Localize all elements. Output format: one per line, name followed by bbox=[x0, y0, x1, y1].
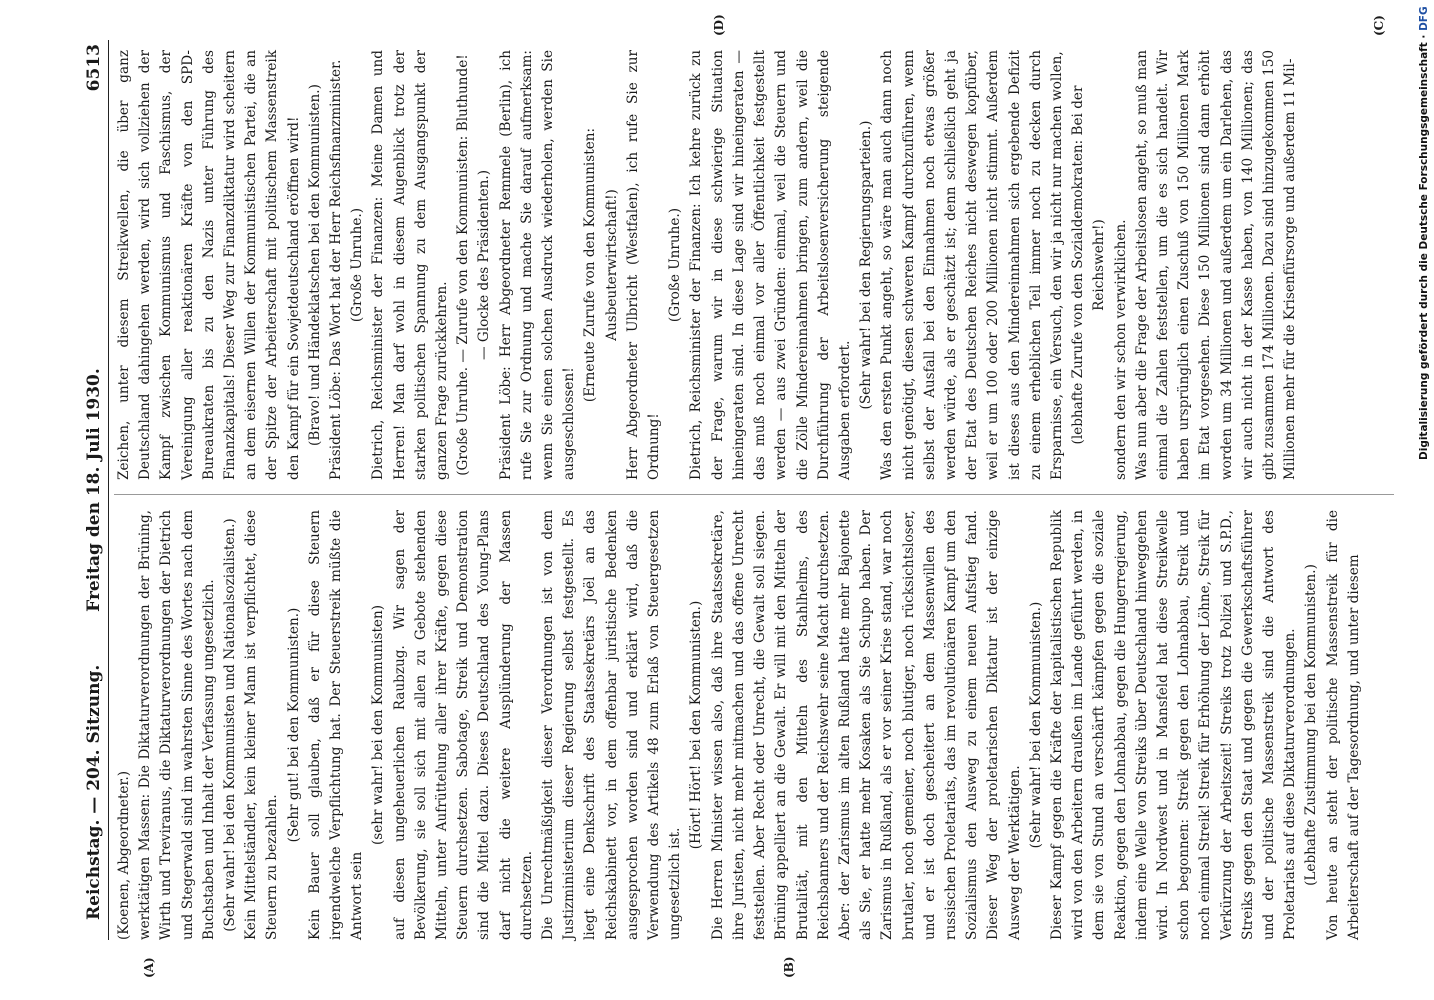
left-column bbox=[114, 510, 1394, 940]
margin-mark-c: (C) bbox=[1372, 15, 1386, 36]
left-paragraph: Die Unrechtmäßigkeit dieser Verordnungen ist von dem Justizministerium dieser Regierung selbst festgestellt. Es liegt eine Denkschrift des Staatssekretärs Joël an das Reichskabinett vor, in dem offenbar juristische Bedenken ausgesprochen worden sind und erklärt wird, daß die Verwendung des Artikels 48 zum Erlaß von Steuergesetzen ungesetzlich ist. bbox=[540, 510, 684, 940]
left-paragraph: auf diesen ungeheuerlichen Raubzug. Wir sagen der Bevölkerung, sie soll sich mit allen zu Gebote stehenden Mitteln, unter Aufrüttelung aller ihrer Kräfte, gegen diese Steuern durchsetzen. Sabotage, Streik und Demonstration sind die Mittel dazu. Dieses Deutschland des Young-Plans darf nicht die weitere Ausplünderung der Massen durchsetzen. bbox=[391, 510, 535, 940]
right-interjection: (Große Unruhe. — Zurufe von den Kommunisten: Bluthunde! — Glocke des Präsidenten.) bbox=[455, 54, 493, 476]
right-paragraph: Herr Abgeordneter Ulbricht (Westfalen), ich rufe Sie zur Ordnung! bbox=[624, 50, 663, 480]
right-paragraph: Präsident Löbe: Das Wort hat der Herr Reichsfinanzminister. bbox=[328, 59, 345, 480]
left-interjection: (sehr wahr! bei den Kommunisten) bbox=[370, 604, 387, 846]
right-paragraph: Zeichen, unter diesem Streikwellen, die über ganz Deutschland dahingehen werden, wird sich vollziehen der Kampf zwischen Kommunismus und Faschismus, der Vereinigung aller reaktionären Kräfte von den SPD-Bureaukraten bis zu den Nazis unter Führung des Finanzkapitals! Dieser Weg zur Finanzdiktatur wird scheitern an dem eisernen Willen der Kommunistischen Partei, die an der Spitze der Arbeiterschaft mit politischem Massenstreik den Kampf für ein Sowjetdeutschland eröffnen wird! bbox=[116, 50, 302, 480]
right-column bbox=[114, 50, 1394, 480]
right-paragraph: Dietrich, Reichsminister der Finanzen: Meine Damen und Herren! Man darf wohl in diesem Augenblick trotz der starken politischen Spannung zu dem Ausgangspunkt der ganzen Frage zurückkehren. bbox=[370, 50, 451, 480]
rotated-page bbox=[82, 14, 1412, 978]
right-interjection: (lebhafte Zurufe von den Sozialdemokraten: Bei der Reichswehr!) bbox=[1070, 85, 1108, 445]
margin-mark-a: (A) bbox=[142, 957, 156, 978]
left-paragraph: werktätigen Massen: Die Diktaturverordnungen der Brüning, Wirth und Treviranus, die Diktaturverordnungen der Dietrich und Stegerwald sind im wahrsten Sinne des Wortes nach dem Buchstaben und Inhalt der Verfassung ungesetzlich. bbox=[137, 510, 217, 940]
left-interjection: (Sehr wahr! bei den Kommunisten.) bbox=[1027, 601, 1044, 849]
left-interjection: (Hört! Hört! bei den Kommunisten.) bbox=[688, 600, 705, 850]
right-paragraph: Dietrich, Reichsminister der Finanzen: Ich kehre zurück zu der Frage, warum wir in diese schwierige Situation hineingeraten sind. In diese Lage sind wir hineingeraten — das muß noch einmal vor aller Öffentlichkeit festgestellt werden — aus zwei Gründen: einmal, weil die Steuern und die Zölle Mindereinnahmen bringen, zum andern, weil die Durchführung der Arbeitslosenversicherung steigende Ausgaben erfordert. bbox=[688, 50, 853, 480]
margin-mark-d: (D) bbox=[712, 14, 726, 36]
left-paragraph: (Koenen, Abgeordneter.) bbox=[116, 770, 132, 940]
header-date: Freitag den 18. Juli 1930. bbox=[84, 368, 104, 612]
column-divider bbox=[114, 494, 1394, 495]
right-interjection: (Bravo! und Händeklatschen bei den Kommunisten.) bbox=[306, 84, 323, 446]
header-session: Reichstag. — 204. Sitzung. bbox=[84, 664, 104, 920]
dfg-digitization-stamp bbox=[1418, 6, 1434, 994]
right-paragraph: sondern den wir schon verwirklichen. bbox=[1112, 219, 1129, 480]
right-paragraph: Was nun aber die Frage der Arbeitslosen angeht, so muß man einmal die Zahlen feststellen, um die es sich handelt. Wir haben ursprünglich einen Zuschuß von 150 Millionen Mark im Etat vorgesehen. Diese 150 Millionen sind dann erhöht worden um 34 Millionen und außerdem um ein Darlehen, das wir auch nicht in der Kasse haben, von 140 Millionen; das gibt zusammen 174 Millionen. Dazu sind hinzugekommen 150 Millionen mehr für die Krisenfürsorge und außerdem 11 Mil- bbox=[1133, 50, 1299, 480]
page-header bbox=[82, 40, 109, 940]
left-paragraph: Von heute an steht der politische Massenstreik für die Arbeiterschaft auf der Tagesordnung, und unter diesem bbox=[1324, 510, 1362, 940]
stamp-text: Digitalisierung gefördert durch die Deutsche Forschungsgemeinschaft · bbox=[1418, 30, 1430, 460]
right-interjection: (Erneute Zurufe von den Kommunisten: Ausbeuterwirtschaft!) bbox=[582, 127, 620, 403]
left-interjection: (Sehr wahr! bei den Kommunisten und Nationalsozialisten.) bbox=[222, 518, 239, 932]
right-paragraph: Präsident Löbe: Herr Abgeordneter Remmele (Berlin), ich rufe Sie zur Ordnung und mache Sie darauf aufmerksam: wenn Sie einen solchen Ausdruck wiederholen, werden Sie ausgeschlossen! bbox=[497, 50, 578, 480]
left-paragraph: Kein Bauer soll glauben, daß er für diese Steuern irgendwelche Verpflichtung hat. Der Steuerstreik müßte die Antwort sein bbox=[306, 510, 366, 940]
right-interjection: (Große Unruhe.) bbox=[667, 207, 684, 323]
right-paragraph: Was den ersten Punkt angeht, so wäre man auch dann noch nicht genötigt, diesen schweren Kampf durchzuführen, wenn selbst der Ausfall bei den Einnahmen noch etwas größer werden würde, als er geschätzt ist; denn schließlich geht ja der Etat des Deutschen Reiches nicht deswegen kopfüber, weil er um 100 oder 200 Millionen nicht stimmt. Außerdem ist dieses aus den Mindereinnahmen sich ergebende Defizit zu einem erheblichen Teil immer noch zu decken durch Ersparnisse, ein Versuch, den wir ja nicht nur machen wollen, bbox=[879, 50, 1065, 480]
left-paragraph: Kein Mittelständler, kein kleiner Mann ist verpflichtet, diese Steuern zu bezahlen. bbox=[243, 510, 281, 940]
left-interjection: (Sehr gut! bei den Kommunisten.) bbox=[285, 607, 302, 843]
left-interjection: (Lebhafte Zustimmung bei den Kommunisten.) bbox=[1303, 564, 1320, 886]
right-interjection: (Sehr wahr! bei den Regierungsparteien.) bbox=[858, 120, 875, 410]
left-paragraph: Dieser Kampf gegen die Kräfte der kapitalistischen Republik wird von den Arbeitern draußen im Lande geführt werden, in dem sie von Stund an verschärft kämpfen gegen die soziale Reaktion, gegen den Lohnabbau, gegen die Hungerregierung, indem eine Welle von Streiks über Deutschland hinweggehen wird. In Nordwest und in Mansfeld hat diese Streikwelle schon begonnen: Streik gegen den Lohnabbau, Streik und noch einmal Streik! Streik für Erhöhung der Löhne, Streik für Verkürzung der Arbeitszeit! Streiks trotz Polizei und S.P.D., Streiks gegen den Staat und gegen die Gewerkschaftsführer und der politische Massenstreik sind die Antwort des Proletariats auf diese Diktaturverordnungen. bbox=[1048, 510, 1299, 940]
page-number: 6513 bbox=[84, 44, 104, 92]
left-paragraph: Die Herren Minister wissen also, daß ihre Staatssekretäre, ihre Juristen, nicht mehr mitmachen und das offene Unrecht feststellen. Aber Recht oder Unrecht, die Gewalt soll siegen. Brüning appelliert an die Gewalt. Er will mit den Mitteln der Brutalität, mit den Mitteln des Stahlhelms, des Reichsbanners und der Reichswehr seine Macht durchsetzen. Aber: der Zarismus im alten Rußland hatte mehr Bajonette als Sie, er hatte mehr Kosaken als Sie Schupo haben. Der Zarismus in Rußland, als er vor seiner Krise stand, war noch brutaler, noch gemeiner, noch blutiger, noch rücksichtsloser, und er ist doch gescheitert an dem Massenwillen des russischen Proletariats, das im revolutionären Kampf um den Sozialismus den Ausweg zu einem neuen Aufstieg fand. Dieser Weg der proletarischen Diktatur ist der einzige Ausweg der Werktätigen. bbox=[709, 510, 1023, 940]
right-interjection: (Große Unruhe.) bbox=[349, 207, 366, 323]
margin-mark-b: (B) bbox=[782, 956, 796, 978]
dfg-logo: DFG bbox=[1418, 6, 1430, 31]
